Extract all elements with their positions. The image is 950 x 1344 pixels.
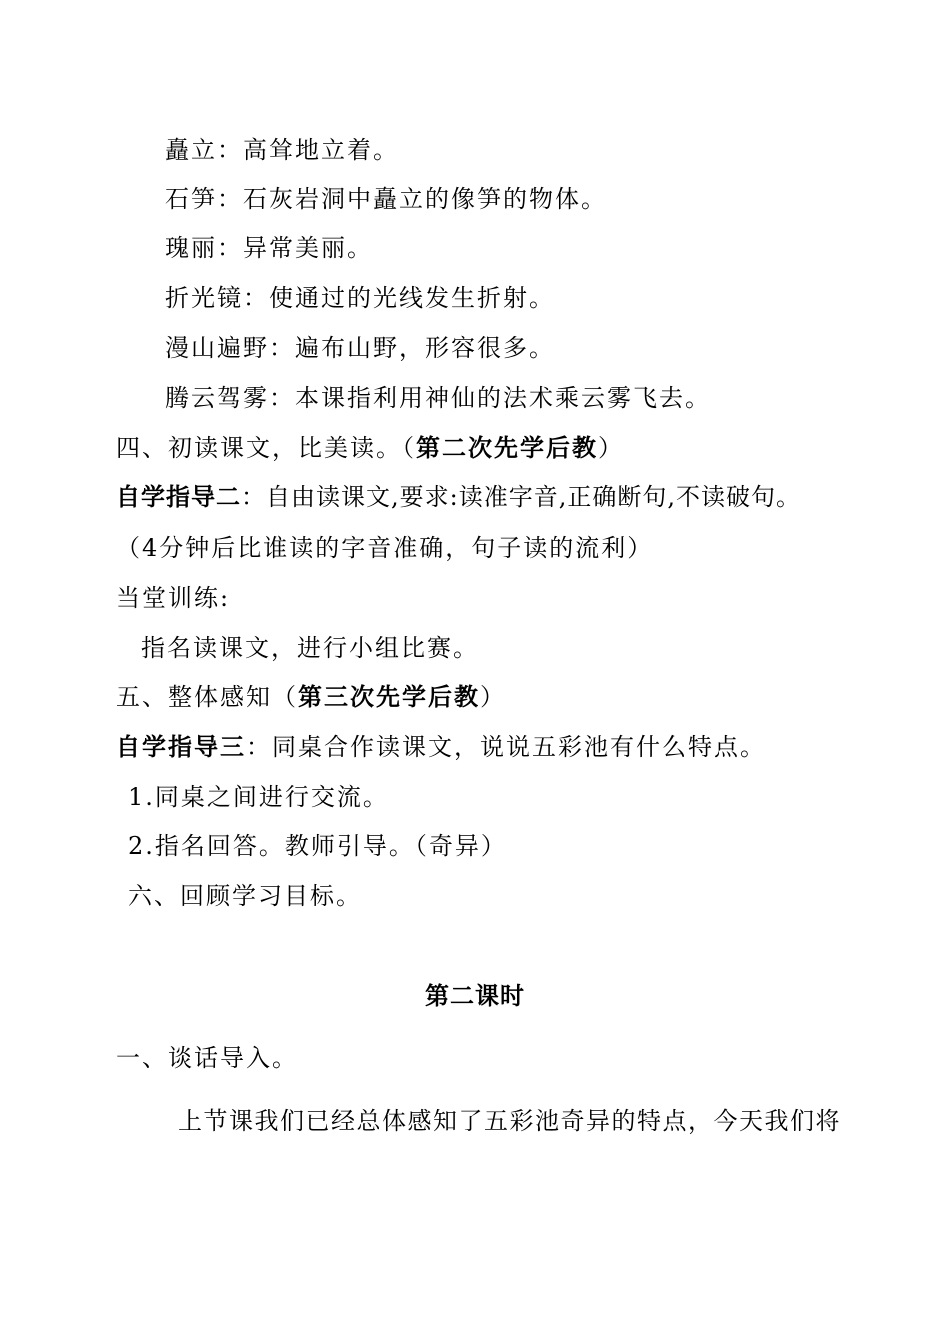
- vocab-item: [165, 332, 555, 364]
- vocab-definition: 高耸地立着。: [243, 136, 399, 164]
- vocab-term: 折光镜: [165, 284, 243, 312]
- section-text: 四、初读课文，比美读。（: [116, 434, 416, 462]
- section-text: 五、整体感知（: [116, 683, 298, 711]
- guide-separator: ：: [246, 733, 272, 761]
- vocab-separator: ：: [217, 185, 243, 213]
- vocab-separator: ：: [217, 234, 243, 262]
- vocab-term: 矗立: [165, 136, 217, 164]
- training-item: 指名读课文，进行小组比赛。: [141, 634, 479, 662]
- section-heading-5: [116, 681, 506, 713]
- vocab-separator: ：: [269, 334, 295, 362]
- guide-two: [116, 481, 801, 513]
- vocab-term: 瑰丽: [165, 234, 217, 262]
- vocab-separator: ：: [243, 284, 269, 312]
- section-emphasis: 第二次先学后教: [416, 433, 598, 462]
- section-heading-4: [116, 432, 624, 464]
- guide-label: 自学指导三: [116, 732, 246, 761]
- vocab-item: [165, 382, 711, 414]
- section-close: ）: [480, 683, 506, 711]
- lesson-two-section-1: 一、谈话导入。: [116, 1044, 298, 1072]
- vocab-item: [165, 232, 373, 264]
- section-close: ）: [598, 434, 624, 462]
- guide-label: 自学指导二: [116, 482, 241, 511]
- vocab-term: 漫山遍野: [165, 334, 269, 362]
- vocab-separator: ：: [269, 384, 295, 412]
- lesson-two-paragraph: 上节课我们已经总体感知了五彩池奇异的特点，今天我们将: [178, 1107, 841, 1135]
- guide-two-note: （4分钟后比谁读的字音准确，句子读的流利）: [116, 534, 654, 562]
- lesson-two-title: 第二课时: [425, 981, 525, 1010]
- training-label: 当堂训练:: [116, 584, 231, 612]
- guide-text: 自由读课文,要求:读准字音,正确断句,不读破句。: [266, 483, 801, 511]
- vocab-definition: 石灰岩洞中矗立的像笋的物体。: [243, 185, 607, 213]
- vocab-term: 腾云驾雾: [165, 384, 269, 412]
- vocab-term: 石笋: [165, 185, 217, 213]
- step-item: 2.指名回答。教师引导。（奇异）: [128, 832, 507, 860]
- vocab-item: [165, 134, 399, 166]
- guide-separator: ：: [241, 483, 266, 511]
- guide-three: [116, 731, 766, 763]
- vocab-definition: 本课指利用神仙的法术乘云雾飞去。: [295, 384, 711, 412]
- vocab-definition: 遍布山野，形容很多。: [295, 334, 555, 362]
- vocab-item: [165, 183, 607, 215]
- vocab-definition: 异常美丽。: [243, 234, 373, 262]
- step-item: 1.同桌之间进行交流。: [128, 783, 389, 811]
- vocab-separator: ：: [217, 136, 243, 164]
- vocab-definition: 使通过的光线发生折射。: [269, 284, 555, 312]
- guide-text: 同桌合作读课文，说说五彩池有什么特点。: [272, 733, 766, 761]
- section-heading-6: 六、回顾学习目标。: [128, 882, 362, 910]
- section-emphasis: 第三次先学后教: [298, 682, 480, 711]
- vocab-item: [165, 282, 555, 314]
